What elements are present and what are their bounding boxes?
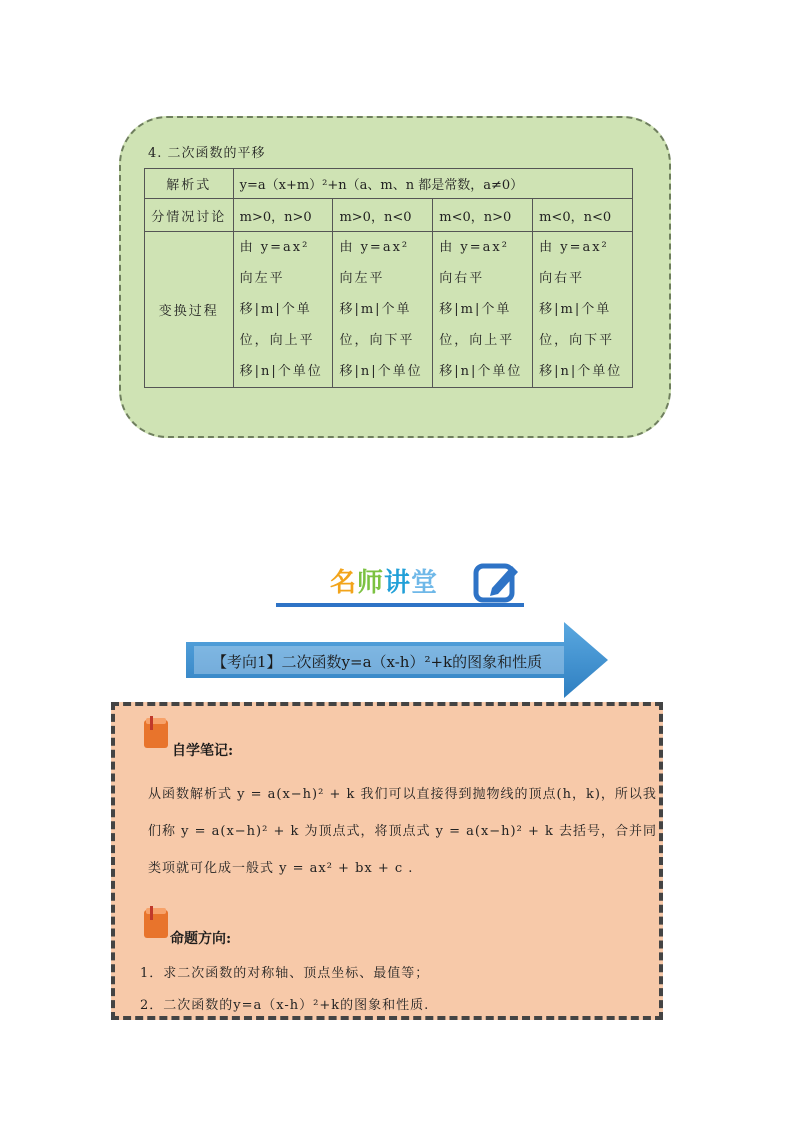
case-cell: m<0，n>0 <box>433 199 533 232</box>
heading-char: 名 <box>330 568 358 598</box>
case-cell: m>0，n<0 <box>333 199 433 232</box>
book-icon <box>142 716 170 750</box>
row-header-process: 变换过程 <box>145 232 234 388</box>
expression-cell: y=a（x+m）²+n（a、m、n 都是常数，a≠0） <box>233 169 632 199</box>
table-row <box>145 169 633 199</box>
self-study-label: 自学笔记: <box>172 743 234 759</box>
table-row <box>145 199 633 232</box>
section-heading <box>330 562 438 599</box>
book-icon <box>142 906 170 940</box>
edit-icon <box>472 560 520 604</box>
panel-title: 4. 二次函数的平移 <box>148 146 266 161</box>
case-cell: m>0，n>0 <box>233 199 333 232</box>
translation-table <box>144 168 633 388</box>
row-header-expression: 解析式 <box>145 169 234 199</box>
heading-underline <box>276 603 524 607</box>
process-cell: 由 y=ax² 向左平移|m|个单位，向下平移|n|个单位 <box>333 232 433 388</box>
direction-item: 2．二次函数的y=a（x-h）²+k的图象和性质. <box>140 998 430 1013</box>
direction-item: 1．求二次函数的对称轴、顶点坐标、最值等； <box>140 966 430 981</box>
heading-char: 堂 <box>411 568 439 598</box>
process-cell: 由 y=ax² 向右平移|m|个单位，向上平移|n|个单位 <box>433 232 533 388</box>
self-study-text: 从函数解析式 y = a(x−h)² + k 我们可以直接得到抛物线的顶点(h，k)，所以我们称 y = a(x−h)² + k 为顶点式，将顶点式 y = a(x−h)² + k 去括号，合并同类项就可化成一般式 y = ax² + bx + c . <box>148 787 658 876</box>
heading-char: 讲 <box>384 568 412 598</box>
heading-char: 师 <box>357 568 385 598</box>
case-cell: m<0，n<0 <box>533 199 633 232</box>
process-cell: 由 y=ax² 向右平移|m|个单位，向下平移|n|个单位 <box>533 232 633 388</box>
direction-label: 命题方向: <box>170 931 232 947</box>
process-cell: 由 y=ax² 向左平移|m|个单位，向上平移|n|个单位 <box>233 232 333 388</box>
topic-title: 【考向1】二次函数y=a（x-h）²+k的图象和性质 <box>212 653 543 671</box>
table-row <box>145 232 633 388</box>
row-header-cases: 分情况讨论 <box>145 199 234 232</box>
